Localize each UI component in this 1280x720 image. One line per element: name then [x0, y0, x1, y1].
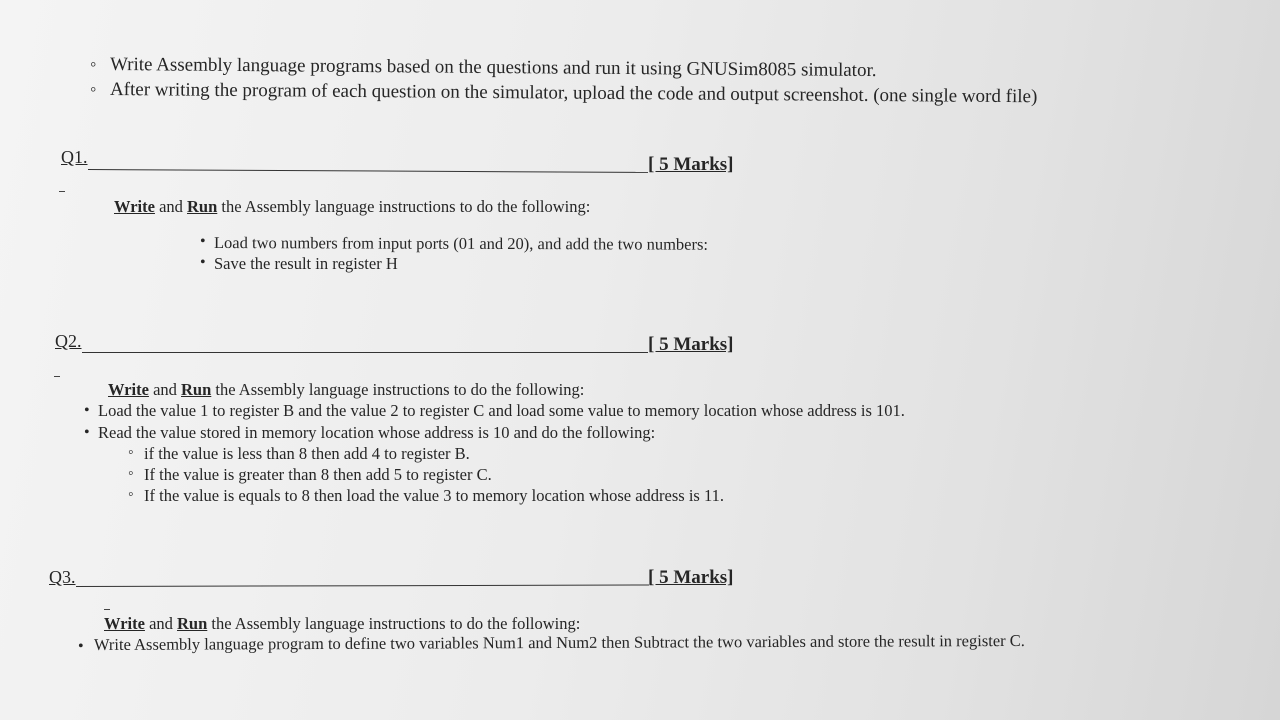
q2-subbullet-2: If the value is greater than 8 then add 5 to register C. [144, 465, 492, 484]
q1-prompt: Write and Run the Assembly language instructions to do the following: [114, 197, 591, 216]
q2-dash [54, 376, 60, 377]
q3-marks: [ 5 Marks] [648, 567, 734, 588]
q3-bullet-dot-1: • [78, 638, 84, 655]
q2-marks: [ 5 Marks] [648, 334, 734, 355]
q2-subbullet-dot-3: ◦ [128, 486, 134, 503]
q2-label: Q2. [55, 331, 82, 351]
instruction-1: ◦ Write Assembly language programs based on the questions and run it using GNUSim8085 simulator. [110, 54, 877, 82]
q2-subbullet-dot-1: ◦ [128, 444, 134, 461]
q1-bullet-dot-2: • [200, 254, 206, 271]
run-keyword: Run [187, 197, 218, 216]
q1-label: Q1. [61, 147, 88, 167]
run-keyword: Run [181, 380, 212, 399]
q2-bullet-dot-1: • [84, 402, 90, 419]
q1-bullet-dot-1: • [200, 233, 206, 250]
q3-label: Q3. [49, 567, 76, 587]
q1-marks: [ 5 Marks] [648, 154, 734, 175]
q2-bullet-dot-2: • [84, 424, 90, 441]
write-keyword: Write [104, 614, 145, 633]
q1-bullet-1: Load two numbers from input ports (01 and 20), and add the two numbers: [213, 233, 709, 254]
q2-bullet-2: Read the value stored in memory location whose address is 10 and do the following: [98, 423, 656, 442]
q2-rule [82, 352, 648, 353]
q2-prompt: Write and Run the Assembly language instructions to do the following: [108, 380, 585, 399]
instruction-2: ◦ After writing the program of each question on the simulator, upload the code and output screenshot. (one single word file) [110, 79, 1038, 108]
q2-bullet-1: Load the value 1 to register B and the value 2 to register C and load some value to memory location whose address is 101. [98, 401, 905, 420]
q2-subbullet-dot-2: ◦ [128, 465, 134, 482]
q2-subbullet-1: if the value is less than 8 then add 4 to register B. [144, 444, 470, 463]
q1-rule [88, 169, 648, 173]
run-keyword: Run [177, 614, 208, 633]
q2-subbullet-3: If the value is equals to 8 then load the value 3 to memory location whose address is 11. [144, 486, 724, 505]
q1-bullet-2: Save the result in register H [214, 254, 398, 273]
q3-rule [76, 584, 649, 587]
q3-bullet-1: Write Assembly language program to define two variables Num1 and Num2 then Subtract the two variables and store the result in register C. [93, 630, 1025, 654]
q3-prompt: Write and Run the Assembly language instructions to do the following: [104, 614, 581, 633]
q1-dash [59, 191, 65, 192]
write-keyword: Write [114, 197, 155, 216]
q3-dash [104, 609, 110, 610]
write-keyword: Write [108, 380, 149, 399]
